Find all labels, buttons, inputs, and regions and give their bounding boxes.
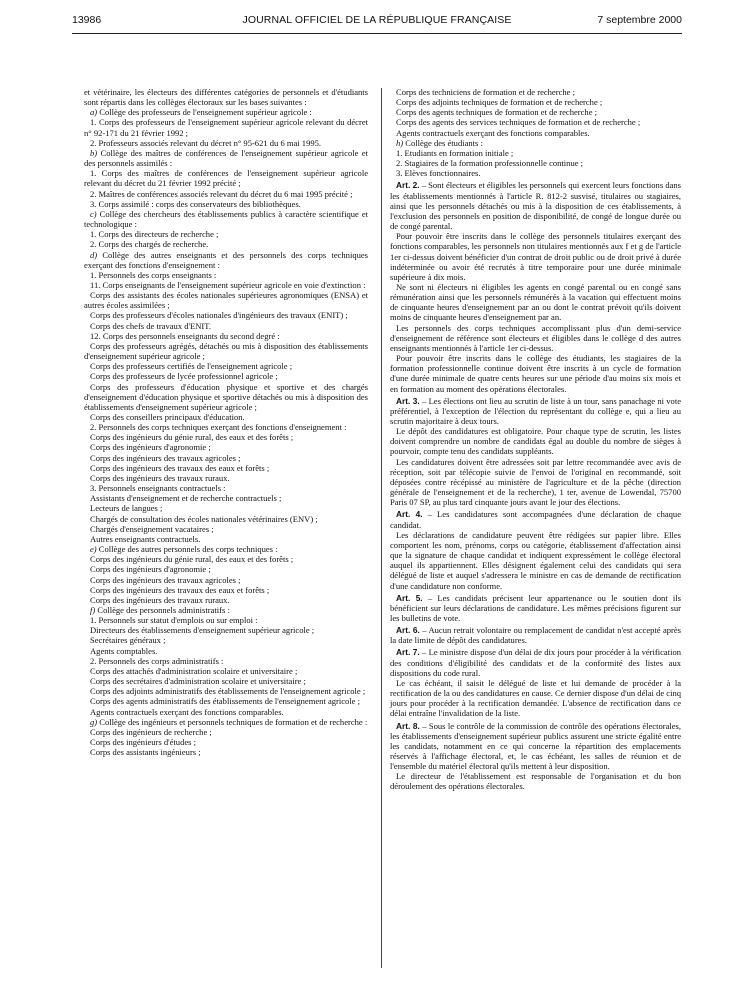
paragraph xyxy=(84,707,368,717)
paragraph-text: Corps des ingénieurs du génie rural, des eaux et des forêts ; xyxy=(90,432,294,443)
paragraph xyxy=(84,148,368,168)
right-column xyxy=(390,87,681,792)
paragraph-text: 1. Corps des professeurs de l'enseignement supérieur agricole relevant du décret n° 92-171 du 21 février 1992 ; xyxy=(84,117,368,138)
paragraph xyxy=(84,544,368,554)
article-number: Art. 4. xyxy=(396,509,423,520)
paragraph-text: 1. Personnels des corps enseignants : xyxy=(90,269,217,280)
paragraph xyxy=(84,534,368,544)
paragraph xyxy=(84,564,368,574)
paragraph-text: Assistants d'enseignement et de recherche contractuels ; xyxy=(90,493,282,504)
paragraph xyxy=(84,442,368,452)
college-letter: a) xyxy=(90,107,98,118)
paragraph-text: Corps des professeurs agrégés, détachés ou mis à disposition des établissements d'enseignement supérieur agricole ; xyxy=(84,340,368,362)
paragraph xyxy=(84,412,368,422)
paragraph xyxy=(390,282,681,323)
paragraph xyxy=(84,727,368,737)
header-rule xyxy=(72,33,682,34)
paragraph xyxy=(84,290,368,310)
article-paragraph xyxy=(390,396,681,426)
paragraph-text: Corps des professeurs d'écoles nationales d'ingénieurs des travaux (ENIT) ; xyxy=(90,310,348,321)
article-paragraph xyxy=(390,647,681,677)
paragraph-text: Lecteurs de langues ; xyxy=(90,503,163,514)
paragraph xyxy=(84,310,368,320)
paragraph-text: Corps des professeurs d'éducation physique et sportive et des chargés d'enseignement d'éducation physique et sportive détachés ou mis à disposition des établissements d'enseignement supérieur agricole ; xyxy=(84,381,368,412)
paragraph xyxy=(390,231,681,282)
paragraph-text: Collège des étudiants : xyxy=(403,137,483,148)
paragraph-text: 3. Elèves fonctionnaires. xyxy=(396,168,481,179)
paragraph xyxy=(390,323,681,353)
paragraph-text: Collège des professeurs de l'enseignement supérieur agricole : xyxy=(97,107,312,118)
paragraph-text: 3. Corps assimilé : corps des conservateurs des bibliothèques. xyxy=(90,198,301,209)
college-letter: e) xyxy=(90,544,97,555)
paragraph xyxy=(84,189,368,199)
paragraph xyxy=(84,321,368,331)
paragraph xyxy=(390,457,681,508)
paragraph-text: Corps des techniciens de formation et de recherche ; xyxy=(396,87,575,97)
paragraph-text: Pour pouvoir être inscrits dans le collège des étudiants, les stagiaires de la formation professionnelle continue doivent être inscrits à un cycle de formation d'une durée minimale de quatre cents heures sur une période d'au moins six mois et en formation au moment des opérations électorales. xyxy=(390,353,681,394)
paragraph xyxy=(84,686,368,696)
paragraph xyxy=(84,280,368,290)
paragraph xyxy=(84,453,368,463)
paragraph-text: – Sous le contrôle de la commission de contrôle des opérations électorales, les établissements d'enseignement supérieur publics assurent une stricte égalité entre les candidats, notamment en ce qui concerne la répartition des emplacements réservés à l'affichage électoral, et, le cas échéant, les salles de réunion et de l'ensemble du matériel électoral qu'ils mettent à leur disposition. xyxy=(390,720,682,772)
paragraph-text: Corps des ingénieurs de recherche ; xyxy=(90,726,212,737)
article-paragraph xyxy=(390,180,681,231)
paragraph xyxy=(84,209,368,229)
paragraph-text: Secrétaires généraux ; xyxy=(90,635,166,646)
paragraph xyxy=(84,646,368,656)
paragraph xyxy=(84,503,368,513)
paragraph-text: – Les candidatures sont accompagnées d'une déclaration de chaque candidat. xyxy=(390,509,681,530)
paragraph-text: 2. Stagiaires de la formation professionnelle continue ; xyxy=(396,158,584,169)
paragraph-text: Collège des chercheurs des établissements publics à caractère scientifique et technologique : xyxy=(84,208,368,230)
paragraph xyxy=(390,97,681,107)
paragraph-text: Directeurs des établissements d'enseignement supérieur agricole ; xyxy=(90,625,315,636)
article-number: Art. 2. xyxy=(396,180,420,191)
college-letter: h) xyxy=(396,137,404,148)
paragraph xyxy=(84,605,368,615)
paragraph xyxy=(390,148,681,158)
paragraph-text: 2. Professeurs associés relevant du décret n° 95-621 du 6 mai 1995. xyxy=(90,137,322,148)
paragraph xyxy=(84,168,368,188)
article-paragraph xyxy=(390,721,681,772)
paragraph xyxy=(84,138,368,148)
article-number: Art. 7. xyxy=(396,647,420,658)
paragraph-text: Collège des autres personnels des corps techniques : xyxy=(96,544,278,555)
paragraph xyxy=(84,737,368,747)
paragraph-text: – Aucun retrait volontaire ou remplacement de candidat n'est accepté après la date limite de dépôt des candidatures. xyxy=(390,625,682,646)
paragraph-text: Corps des assistants des écoles nationales supérieures agronomiques (ENSA) et autres écoles assimilées ; xyxy=(84,290,368,311)
paragraph-text: Corps des ingénieurs d'études ; xyxy=(90,737,196,747)
paragraph-text: Corps des ingénieurs des travaux ruraux. xyxy=(90,472,230,483)
paragraph xyxy=(84,717,368,727)
publication-date: 7 septembre 2000 xyxy=(597,14,682,26)
paragraph-text: Corps des ingénieurs d'agronomie ; xyxy=(90,564,211,575)
paragraph xyxy=(390,117,681,127)
paragraph xyxy=(84,199,368,209)
paragraph-text: Collège des ingénieurs et personnels techniques de formation et de recherche : xyxy=(97,716,368,727)
paragraph xyxy=(84,696,368,706)
paragraph xyxy=(84,514,368,524)
paragraph-text: 1. Corps des directeurs de recherche ; xyxy=(90,229,219,240)
article-paragraph xyxy=(390,593,681,623)
paragraph-text: Collège des personnels administratifs : xyxy=(95,604,230,615)
paragraph-text: 2. Maîtres de conférences associés relevant du décret du 6 mai 1995 précité ; xyxy=(90,188,353,199)
paragraph-text: 12. Corps des personnels enseignants du second degré : xyxy=(90,330,280,341)
paragraph-text: Corps des chefs de travaux d'ENIT. xyxy=(90,320,211,331)
paragraph-text: Corps des ingénieurs des travaux ruraux. xyxy=(90,594,230,605)
paragraph-text: Le cas échéant, il saisit le délégué de liste et lui demande de procéder à la rectification de la ou des candidatures en cause. Ce dernier dispose d'un délai de cinq jours pour procéder à la rectification demandée. L'absence de rectification dans ce délai entraîne l'invalidation de la liste. xyxy=(390,677,681,719)
college-letter: c) xyxy=(90,208,97,219)
paragraph xyxy=(390,678,681,719)
paragraph xyxy=(390,426,681,456)
paragraph-text: Corps des ingénieurs des travaux agricoles ; xyxy=(90,452,241,463)
paragraph-text: Collège des autres enseignants et des personnels des corps techniques exerçant des fonctions d'enseignement : xyxy=(84,249,368,270)
paragraph-text: – Les élections ont lieu au scrutin de liste à un tour, sans panachage ni vote préférentiel, à l'exception de l'élection du représentant du collège e, qui a lieu au scrutin majoritaire à deux tours. xyxy=(390,395,681,426)
paragraph xyxy=(84,107,368,117)
paragraph xyxy=(84,595,368,605)
paragraph-text: 1. Etudiants en formation initiale ; xyxy=(396,147,514,158)
paragraph-text: 1. Personnels sur statut d'emplois ou sur emploi : xyxy=(90,615,258,626)
paragraph-text: Corps des adjoints techniques de formation et de recherche ; xyxy=(396,97,603,108)
article-number: Art. 5. xyxy=(396,592,423,603)
paragraph xyxy=(390,530,681,591)
paragraph-text: 2. Corps des chargés de recherche. xyxy=(90,239,209,250)
paragraph-text: Collège des maîtres de conférences de l'enseignement supérieur agricole et des personnels assimilés : xyxy=(84,147,368,169)
paragraph xyxy=(84,432,368,442)
paragraph-text: Corps des agents administratifs des établissements de l'enseignement agricole ; xyxy=(90,696,360,707)
paragraph xyxy=(84,422,368,432)
paragraph-text: Corps des professeurs de lycée professionnel agricole ; xyxy=(90,371,278,382)
paragraph xyxy=(390,87,681,97)
college-letter: d) xyxy=(90,249,98,260)
paragraph-text: Corps des ingénieurs des travaux agricoles ; xyxy=(90,574,241,585)
paragraph-text: Corps des adjoints administratifs des établissements de l'enseignement agricole ; xyxy=(90,686,366,697)
paragraph xyxy=(390,353,681,394)
paragraph xyxy=(390,168,681,178)
paragraph-text: – Le ministre dispose d'un délai de dix jours pour procéder à la vérification des conditions d'éligibilité des candidats et de la conformité des listes aux dispositions du code rural. xyxy=(390,647,682,678)
paragraph xyxy=(84,463,368,473)
paragraph-text: – Sont électeurs et éligibles les personnels qui exercent leurs fonctions dans les établissements mentionnés à l'article R. 812-2 susvisé, titulaires ou stagiaires, ainsi que les personnels détachés ou mis à la disposition de ces établissements, à l'exclusion des personnels en position de disponibilité, de congé de longue durée ou de congé parental. xyxy=(390,180,681,232)
paragraph-text: Les personnels des corps techniques accomplissant plus d'un demi-service d'enseignement de référence sont électeurs et éligibles dans le collège d des autres enseignants mentionnés à l'article 1er ci-dessus. xyxy=(390,322,681,353)
paragraph xyxy=(84,635,368,645)
paragraph xyxy=(390,107,681,117)
paragraph-text: 11. Corps enseignants de l'enseignement supérieur agricole en voie d'extinction : xyxy=(90,279,366,290)
paragraph-text: – Les candidats précisent leur appartenance ou le soutien dont ils bénéficient sur leurs déclarations de candidature. Les mêmes précisions figurent sur les bulletins de vote. xyxy=(390,592,682,623)
paragraph xyxy=(390,771,681,791)
paragraph-text: Corps des ingénieurs du génie rural, des eaux et des forêts ; xyxy=(90,554,294,565)
paragraph-text: Agents contractuels exerçant des fonctions comparables. xyxy=(396,127,590,138)
paragraph xyxy=(390,138,681,148)
left-column xyxy=(84,87,368,757)
paragraph xyxy=(84,270,368,280)
paragraph-text: Corps des assistants ingénieurs ; xyxy=(90,747,201,758)
paragraph-text: Le dépôt des candidatures est obligatoire. Pour chaque type de scrutin, les listes doivent comprendre un nombre de candidats égal au double du nombre de sièges à pourvoir, compte tenu des candidats suppléants. xyxy=(390,426,681,457)
article-number: Art. 6. xyxy=(396,625,420,636)
paragraph xyxy=(84,666,368,676)
paragraph xyxy=(84,361,368,371)
paragraph-text: 1. Corps des maîtres de conférences de l'enseignement supérieur agricole relevant du décret du 21 février 1992 précité ; xyxy=(84,168,368,189)
college-letter: b) xyxy=(90,147,98,158)
paragraph-text: Corps des conseillers principaux d'éducation. xyxy=(90,412,245,422)
column-divider xyxy=(381,88,382,968)
article-number: Art. 3. xyxy=(396,395,420,406)
paragraph xyxy=(84,585,368,595)
paragraph-text: Corps des attachés d'administration scolaire et universitaire ; xyxy=(90,665,298,676)
paragraph-text: Ne sont ni électeurs ni éligibles les agents en congé parental ou en congé sans rémunération ainsi que les personnels rémunérés à la vacation qui effectuent moins de cinquante heures d'enseignement par an ou dont le contrat prévoit qu'ils doivent moins de cinquante heures d'enseignement par an. xyxy=(390,281,681,323)
paragraph-text: Corps des ingénieurs des travaux des eaux et forêts ; xyxy=(90,584,270,595)
paragraph-text: Les candidatures doivent être adressées soit par lettre recommandée avec avis de réception, soit par télécopie suivie de l'envoi de l'original en recommandé, soit déposées contre récépissé au ministère de l'agriculture et de la pêche (direction générale de l'enseignement et de la recherche), 1 ter, avenue de Lowendal, 75700 Paris 07 SP, au plus tard cinquante jours avant le jour des élections. xyxy=(390,456,681,508)
paragraph xyxy=(84,615,368,625)
page-number: 13986 xyxy=(72,14,102,26)
paragraph xyxy=(390,158,681,168)
paragraph-text: et vétérinaire, les électeurs des différentes catégories de personnels et d'étudiants sont répartis dans les collèges électoraux sur les bases suivantes : xyxy=(84,87,368,108)
paragraph xyxy=(84,371,368,381)
paragraph xyxy=(84,250,368,270)
paragraph xyxy=(84,483,368,493)
paragraph xyxy=(84,676,368,686)
college-letter: g) xyxy=(90,716,98,727)
paragraph xyxy=(84,87,368,107)
paragraph xyxy=(84,117,368,137)
paragraph-text: Chargés d'enseignement vacataires ; xyxy=(90,523,214,534)
page-header xyxy=(72,14,682,30)
paragraph xyxy=(84,331,368,341)
article-paragraph xyxy=(390,509,681,529)
paragraph xyxy=(84,524,368,534)
paragraph xyxy=(84,625,368,635)
paragraph-text: Chargés de consultation des écoles nationales vétérinaires (ENV) ; xyxy=(90,513,318,524)
paragraph xyxy=(84,473,368,483)
paragraph xyxy=(84,382,368,412)
paragraph xyxy=(390,128,681,138)
paragraph-text: Corps des professeurs certifiés de l'enseignement agricole ; xyxy=(90,361,293,372)
paragraph-text: Corps des ingénieurs d'agronomie ; xyxy=(90,442,211,453)
paragraph-text: 3. Personnels enseignants contractuels : xyxy=(90,483,226,494)
college-letter: f) xyxy=(90,604,96,615)
paragraph-text: 2. Personnels des corps techniques exerçant des fonctions d'enseignement : xyxy=(90,422,347,433)
paragraph-text: Pour pouvoir être inscrits dans le collège des personnels titulaires exerçant des fonctions comparables, les personnels non titulaires mentionnés aux f et g de l'article 1er ci-dessus doivent bénéficier d'un contrat de droit public ou de droit privé à durée indéterminée ou avoir été recrutés à titre temporaire pour une durée minimale supérieure à dix mois. xyxy=(390,231,681,282)
paragraph-text: Corps des agents techniques de formation et de recherche ; xyxy=(396,107,598,118)
paragraph-text: Corps des secrétaires d'administration scolaire et universitaire ; xyxy=(90,676,306,687)
paragraph xyxy=(84,341,368,361)
paragraph-text: Agents contractuels exerçant des fonctions comparables. xyxy=(90,706,284,717)
paragraph-text: Corps des ingénieurs des travaux des eaux et forêts ; xyxy=(90,462,270,473)
paragraph xyxy=(84,239,368,249)
paragraph xyxy=(84,747,368,757)
paragraph-text: Le directeur de l'établissement est responsable de l'organisation et du bon déroulement des opérations électorales. xyxy=(390,771,681,792)
article-number: Art. 8. xyxy=(396,720,420,731)
paragraph-text: Agents comptables. xyxy=(90,645,158,656)
paragraph xyxy=(84,554,368,564)
paragraph xyxy=(84,493,368,503)
paragraph xyxy=(84,656,368,666)
paragraph xyxy=(84,229,368,239)
paragraph-text: Autres enseignants contractuels. xyxy=(90,533,201,544)
paragraph-text: Les déclarations de candidature peuvent être rédigées sur papier libre. Elles comportent les nom, prénoms, corps ou catégorie, établissement d'affectation ainsi que la signature de chaque candidat et indiquent expressément le collège électoral auquel ils appartiennent. Elles désignent également celui des candidats qui sera délégué de liste et auquel s'adressera le ministre en cas de demande de rectification d'une candidature non conforme. xyxy=(390,529,681,591)
paragraph-text: Corps des agents des services techniques de formation et de recherche ; xyxy=(396,117,641,128)
paragraph xyxy=(84,575,368,585)
paragraph-text: 2. Personnels des corps administratifs : xyxy=(90,655,224,666)
journal-title: JOURNAL OFFICIEL DE LA RÉPUBLIQUE FRANÇAISE xyxy=(242,14,512,26)
article-paragraph xyxy=(390,625,681,645)
